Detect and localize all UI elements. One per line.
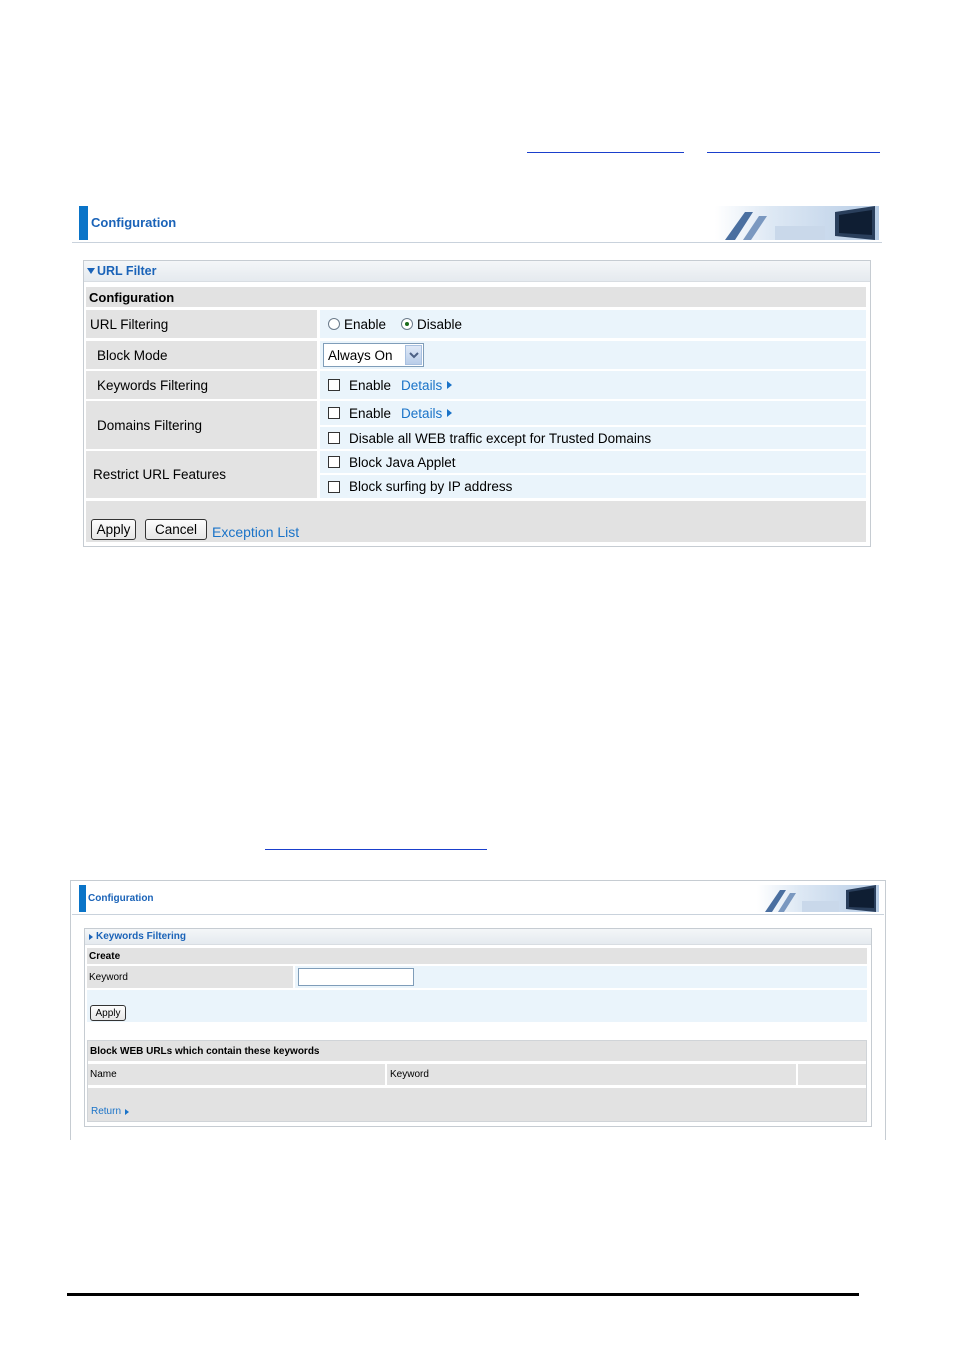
value-keywords-filtering	[320, 371, 866, 399]
value-domains-enable	[320, 401, 866, 425]
sub-header-configuration	[86, 287, 866, 307]
doc-link-underline-2[interactable]	[707, 152, 880, 153]
value-domains-trusted	[320, 427, 866, 449]
label-keywords-filtering	[86, 371, 317, 399]
arrow-right-icon[interactable]	[447, 409, 452, 417]
label-text: Block Mode	[97, 347, 168, 363]
checkbox-label: Enable	[349, 377, 392, 393]
exception-list-link[interactable]: Exception List	[212, 524, 300, 540]
collapse-triangle-icon	[87, 268, 95, 274]
column-header-text: Name	[90, 1069, 117, 1080]
label-text: Restrict URL Features	[93, 467, 227, 482]
section-title: URL Filter	[97, 264, 157, 278]
domains-details-link[interactable]: Details	[401, 405, 443, 421]
checkbox-label: Enable	[349, 405, 392, 421]
doc-link-underline-3[interactable]	[265, 849, 487, 850]
expand-triangle-icon	[89, 934, 93, 940]
panel2-frame-right	[885, 880, 886, 1140]
label-text: URL Filtering	[90, 316, 169, 332]
checkbox-block-ip[interactable]	[328, 481, 340, 493]
column-header-name	[88, 1064, 385, 1085]
keyword-apply-button[interactable]: Apply	[90, 1005, 126, 1021]
checkbox-domains-enable[interactable]	[328, 407, 340, 419]
checkbox-block-java[interactable]	[328, 456, 340, 468]
arrow-right-icon[interactable]	[447, 381, 452, 389]
config-accent-bar	[79, 206, 88, 240]
office-banner-icon	[757, 885, 879, 912]
config-header-title: Configuration	[88, 893, 154, 904]
label-url-filtering	[86, 310, 317, 338]
list-title-row	[88, 1041, 866, 1061]
config-header-title: Configuration	[91, 215, 177, 230]
url-filter-section	[83, 260, 871, 547]
column-header-keyword	[387, 1064, 796, 1085]
column-header-text: Keyword	[390, 1069, 429, 1080]
panel2-frame-top	[70, 880, 885, 881]
checkbox-keywords-enable[interactable]	[328, 379, 340, 391]
checkbox-label: Block Java Applet	[349, 454, 456, 470]
column-header-action	[798, 1064, 866, 1085]
sub-header-create	[87, 948, 867, 964]
return-link-text[interactable]: Return	[91, 1106, 122, 1117]
select-value: Always On	[328, 347, 393, 363]
value-restrict-ip	[320, 475, 866, 498]
block-mode-select[interactable]	[323, 343, 424, 367]
office-banner-icon	[715, 206, 879, 240]
arrow-right-icon[interactable]	[125, 1109, 129, 1115]
label-keyword	[87, 966, 293, 988]
radio-enable-label: Enable	[344, 316, 387, 332]
list-title-text: Block WEB URLs which contain these keywords	[90, 1045, 320, 1057]
label-block-mode	[86, 341, 317, 369]
value-url-filtering	[320, 310, 866, 338]
section-title: Keywords Filtering	[96, 931, 187, 942]
label-restrict-url	[86, 451, 317, 498]
checkbox-label: Block surfing by IP address	[349, 479, 513, 494]
label-text: Keywords Filtering	[97, 377, 209, 393]
label-text: Keyword	[89, 971, 128, 983]
page-bottom-rule	[67, 1293, 859, 1296]
label-text: Domains Filtering	[97, 417, 203, 433]
config-accent-bar	[79, 885, 86, 912]
value-restrict-java	[320, 451, 866, 473]
apply-button[interactable]: Apply	[91, 519, 136, 540]
keywords-details-link[interactable]: Details	[401, 377, 443, 393]
label-domains-filtering	[86, 401, 317, 449]
radio-url-disable[interactable]	[401, 318, 413, 330]
keyword-input[interactable]	[298, 968, 414, 986]
radio-url-enable[interactable]	[328, 318, 340, 330]
chevron-down-icon[interactable]	[405, 345, 422, 365]
header-divider	[72, 914, 884, 915]
radio-disable-label: Disable	[417, 316, 463, 332]
panel2-frame-left	[70, 880, 71, 1140]
sub-header-text: Configuration	[89, 289, 175, 305]
return-link[interactable]	[91, 1106, 129, 1117]
keywords-footer	[88, 1088, 866, 1121]
doc-link-underline-1[interactable]	[527, 152, 684, 153]
keywords-section	[84, 928, 872, 1127]
cancel-button[interactable]: Cancel	[145, 519, 207, 540]
url-filter-section-header[interactable]	[84, 261, 870, 282]
apply-row	[87, 990, 867, 1022]
sub-header-text: Create	[89, 950, 121, 962]
keywords-section-header[interactable]	[85, 929, 871, 945]
header-divider	[72, 242, 882, 243]
banner-image	[715, 206, 879, 240]
checkbox-trusted-only[interactable]	[328, 432, 340, 444]
checkbox-label: Disable all WEB traffic except for Trusted Domains	[349, 430, 652, 446]
banner-image	[757, 885, 879, 912]
